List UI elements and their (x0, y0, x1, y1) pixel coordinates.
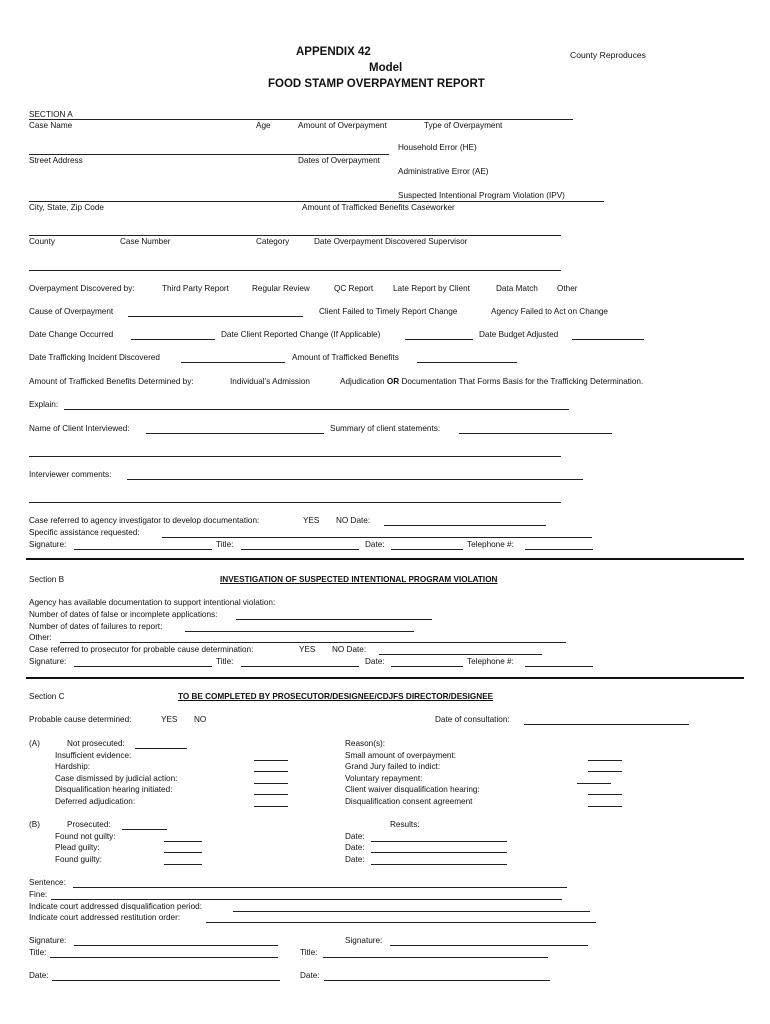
reason-grand-jury-label: Grand Jury failed to indict: (345, 762, 441, 771)
plead-guilty-label: Plead guilty: (55, 843, 100, 852)
dates-overpayment-label: Dates of Overpayment (298, 156, 380, 165)
not-prosecuted-field[interactable] (135, 748, 187, 749)
reason-consent-agreement-label: Disqualification consent agreement (345, 797, 473, 806)
option-adjudication[interactable] (340, 378, 643, 386)
probable-cause-label: Probable cause determined: (29, 715, 132, 724)
section-a-title-field[interactable] (241, 549, 359, 550)
section-c-date-right-field[interactable] (324, 980, 550, 981)
date-change-occurred-label: Date Change Occurred (29, 330, 114, 339)
result-date-1-label: Date: (345, 832, 365, 841)
reason-voluntary-repayment-field[interactable] (577, 783, 611, 784)
part-b-label: (B) (29, 820, 40, 829)
num-false-dates-field[interactable] (236, 619, 432, 620)
explain-label: Explain: (29, 400, 59, 409)
city-state-zip-label: City, State, Zip Code (29, 203, 104, 212)
section-b-title-field[interactable] (241, 666, 359, 667)
referred-investigator-label: Case referred to agency investigator to develop documentation: (29, 516, 260, 525)
option-individuals-admission[interactable]: Individual’s Admission (230, 377, 310, 386)
section-divider-b-c (26, 677, 744, 679)
reason-client-waiver-field[interactable] (588, 794, 622, 795)
section-c-title-left-field[interactable] (50, 957, 278, 958)
page-title: FOOD STAMP OVERPAYMENT REPORT (268, 78, 485, 90)
case-number-label: Case Number (120, 237, 171, 246)
section-c-label: Section C (29, 692, 65, 701)
result-date-3-label: Date: (345, 855, 365, 864)
specific-assistance-label: Specific assistance requested: (29, 528, 140, 537)
option-data-match[interactable]: Data Match (496, 284, 538, 293)
specific-assistance-field[interactable] (162, 537, 592, 538)
results-label: Results: (390, 820, 420, 829)
reason-client-waiver-label: Client waiver disqualification hearing: (345, 785, 480, 794)
appendix-label: APPENDIX 42 (296, 46, 371, 58)
documentation-basis-text: Documentation That Forms Basis for the Trafficking Determination. (401, 377, 644, 386)
section-a-date-field[interactable] (391, 549, 463, 550)
referred-prosecutor-label: Case referred to prosecutor for probable cause determination: (29, 645, 254, 654)
model-label: Model (369, 62, 403, 74)
section-c-date-right-label: Date: (300, 971, 320, 980)
prosecuted-label: Prosecuted: (67, 820, 111, 829)
section-c-title-right-label: Title: (300, 948, 318, 957)
interviewer-comments-field[interactable] (127, 479, 583, 480)
section-a-telephone-field[interactable] (525, 549, 593, 550)
section-b-telephone-field[interactable] (525, 666, 593, 667)
section-c-signature-left-label: Signature: (29, 936, 67, 945)
result-date-1-field[interactable] (371, 841, 507, 842)
reason-consent-agreement-field[interactable] (588, 806, 622, 807)
section-b-title-label: Title: (216, 657, 234, 666)
explain-field[interactable] (64, 409, 569, 410)
household-error-option[interactable]: Household Error (HE) (398, 143, 477, 152)
date-budget-adjusted-label: Date Budget Adjusted (479, 330, 559, 339)
option-third-party-report[interactable]: Third Party Report (162, 284, 229, 293)
summary-statements-field[interactable] (459, 433, 612, 434)
or-text: OR (386, 377, 400, 386)
section-b-date-field[interactable] (391, 666, 463, 667)
date-trafficking-field[interactable] (181, 362, 285, 363)
result-date-2-field[interactable] (371, 852, 507, 853)
summary-statements-label: Summary of client statements: (330, 424, 441, 433)
city-state-zip-field[interactable] (29, 235, 561, 236)
prosecuted-field[interactable] (122, 829, 167, 830)
section-c-date-left-field[interactable] (52, 980, 280, 981)
discovered-by-label: Overpayment Discovered by: (29, 284, 135, 293)
section-c-date-left-label: Date: (29, 971, 49, 980)
date-consultation-label: Date of consultation: (435, 715, 510, 724)
other-label: Other: (29, 633, 52, 642)
num-false-dates-label: Number of dates of false or incomplete applications: (29, 610, 218, 619)
option-late-report-by-client[interactable]: Late Report by Client (393, 284, 470, 293)
section-a-date-label: Date: (365, 540, 385, 549)
date-trafficking-label: Date Trafficking Incident Discovered (29, 353, 160, 362)
section-divider-a-b (26, 558, 744, 560)
reason-voluntary-repayment-label: Voluntary repayment: (345, 774, 423, 783)
restitution-order-label: Indicate court addressed restitution order: (29, 913, 181, 922)
reason-small-amount-label: Small amount of overpayment: (345, 751, 457, 760)
section-c-signature-left-field[interactable] (74, 945, 278, 946)
cause-overpayment-field[interactable] (128, 316, 303, 317)
referred-prosecutor-no-date[interactable]: NO Date: (332, 645, 367, 654)
street-address-label: Street Address (29, 156, 83, 165)
other-field[interactable] (60, 642, 566, 643)
section-b-signature-field[interactable] (74, 666, 212, 667)
agency-documentation-label: Agency has available documentation to support intentional violation: (29, 598, 276, 607)
case-dismissed-label: Case dismissed by judicial action: (55, 774, 178, 783)
referred-investigator-no-date[interactable]: NO Date: (336, 516, 371, 525)
determined-by-label: Amount of Trafficked Benefits Determined by: (29, 377, 194, 386)
plead-guilty-field[interactable] (164, 852, 202, 853)
insufficient-evidence-label: Insufficient evidence: (55, 751, 132, 760)
date-client-reported-field[interactable] (405, 339, 473, 340)
referred-investigator-date-field[interactable] (384, 525, 546, 526)
found-not-guilty-field[interactable] (164, 841, 202, 842)
section-b-label: Section B (29, 575, 65, 584)
disqualification-hearing-field[interactable] (254, 794, 288, 795)
referred-prosecutor-yes[interactable]: YES (299, 645, 316, 654)
option-other[interactable]: Other (557, 284, 578, 293)
amount-trafficked-field[interactable] (417, 362, 517, 363)
restitution-order-field[interactable] (206, 922, 596, 923)
date-client-reported-label: Date Client Reported Change (If Applicable) (221, 330, 381, 339)
section-c-title-left-label: Title: (29, 948, 47, 957)
option-agency-failed-act[interactable]: Agency Failed to Act on Change (491, 307, 608, 316)
administrative-error-option[interactable]: Administrative Error (AE) (398, 167, 489, 176)
interviewer-comments-field-2[interactable] (29, 502, 561, 503)
insufficient-evidence-field[interactable] (254, 760, 288, 761)
category-label: Category (256, 237, 290, 246)
sentence-label: Sentence: (29, 878, 66, 887)
found-guilty-label: Found guilty: (55, 855, 102, 864)
case-dismissed-field[interactable] (254, 783, 288, 784)
adjudication-text: Adjudication (340, 377, 385, 386)
referred-prosecutor-date-field[interactable] (379, 654, 542, 655)
section-b-date-label: Date: (365, 657, 385, 666)
not-prosecuted-label: Not prosecuted: (67, 739, 125, 748)
amount-trafficked-label: Amount of Trafficked Benefits (292, 353, 399, 362)
disqualification-period-label: Indicate court addressed disqualification period: (29, 902, 202, 911)
num-failures-label: Number of dates of failures to report: (29, 622, 163, 631)
section-a-label: SECTION A (29, 110, 73, 119)
fine-field[interactable] (51, 899, 562, 900)
option-client-failed-report[interactable]: Client Failed to Timely Report Change (319, 307, 458, 316)
part-a-label: (A) (29, 739, 40, 748)
reasons-label: Reason(s): (345, 739, 386, 748)
result-date-3-field[interactable] (371, 864, 507, 865)
found-not-guilty-label: Found not guilty: (55, 832, 116, 841)
section-b-heading: INVESTIGATION OF SUSPECTED INTENTIONAL PROGRAM VIOLATION (220, 575, 498, 584)
disqualification-hearing-label: Disqualification hearing initiated: (55, 785, 173, 794)
county-reproduces-note: County Reproduces (570, 50, 646, 60)
cause-overpayment-label: Cause of Overpayment (29, 307, 114, 316)
hardship-label: Hardship: (55, 762, 91, 771)
type-overpayment-label: Type of Overpayment (424, 121, 503, 130)
name-interviewed-field[interactable] (146, 433, 324, 434)
deferred-adjudication-field[interactable] (254, 806, 288, 807)
name-interviewed-label: Name of Client Interviewed: (29, 424, 130, 433)
num-failures-field[interactable] (185, 631, 414, 632)
fine-label: Fine: (29, 890, 48, 899)
reason-grand-jury-field[interactable] (588, 771, 622, 772)
found-guilty-field[interactable] (164, 864, 202, 865)
date-budget-adjusted-field[interactable] (572, 339, 644, 340)
date-discovered-supervisor-label: Date Overpayment Discovered Supervisor (314, 237, 468, 246)
summary-statements-field-2[interactable] (29, 456, 561, 457)
county-label: County (29, 237, 55, 246)
section-b-telephone-label: Telephone #: (467, 657, 514, 666)
county-case-field[interactable] (29, 270, 561, 271)
option-qc-report[interactable]: QC Report (334, 284, 374, 293)
section-a-top-line (29, 119, 573, 120)
age-label: Age (256, 121, 271, 130)
amount-trafficked-caseworker-label: Amount of Trafficked Benefits Caseworker (302, 203, 455, 212)
result-date-2-label: Date: (345, 843, 365, 852)
reason-small-amount-field[interactable] (588, 760, 622, 761)
date-consultation-field[interactable] (524, 724, 689, 725)
amount-overpayment-label: Amount of Overpayment (298, 121, 387, 130)
probable-cause-no[interactable]: NO (194, 715, 207, 724)
sentence-field[interactable] (73, 887, 567, 888)
referred-investigator-yes[interactable]: YES (303, 516, 320, 525)
section-c-signature-right-field[interactable] (390, 945, 588, 946)
deferred-adjudication-label: Deferred adjudication: (55, 797, 136, 806)
hardship-field[interactable] (254, 771, 288, 772)
interviewer-comments-label: Interviewer comments: (29, 470, 112, 479)
date-change-occurred-field[interactable] (131, 339, 215, 340)
section-b-signature-label: Signature: (29, 657, 67, 666)
probable-cause-yes[interactable]: YES (161, 715, 178, 724)
suspected-ipv-option[interactable]: Suspected Intentional Program Violation (IPV) (398, 191, 565, 200)
section-c-title-right-field[interactable] (323, 957, 548, 958)
section-c-heading: TO BE COMPLETED BY PROSECUTOR/DESIGNEE/CDJFS DIRECTOR/DESIGNEE (178, 692, 494, 701)
option-regular-review[interactable]: Regular Review (252, 284, 310, 293)
case-name-field[interactable] (29, 154, 389, 155)
section-a-telephone-label: Telephone #: (467, 540, 514, 549)
disqualification-period-field[interactable] (233, 911, 590, 912)
section-c-signature-right-label: Signature: (345, 936, 383, 945)
street-address-field[interactable] (29, 201, 604, 202)
section-a-signature-label: Signature: (29, 540, 67, 549)
section-a-title-label: Title: (216, 540, 234, 549)
section-a-signature-field[interactable] (74, 549, 212, 550)
case-name-label: Case Name (29, 121, 73, 130)
